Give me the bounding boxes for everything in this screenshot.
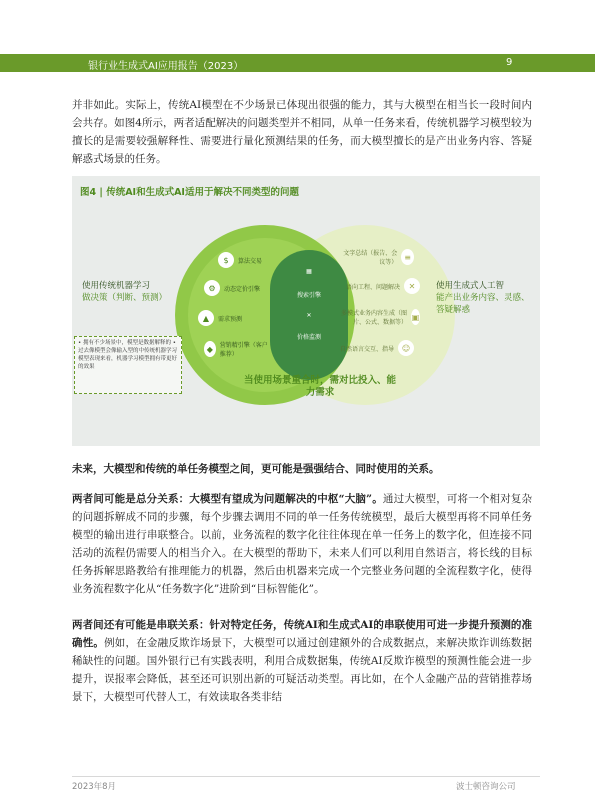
paragraph-serial <box>72 616 532 706</box>
header-bar <box>0 0 595 72</box>
right-item-content-generation <box>340 308 420 326</box>
right-item-label: 自然语言交互、指导 <box>340 345 395 353</box>
left-item-label: 动态定价引擎 <box>224 285 261 293</box>
paragraph-future-text: 未来，大模型和传统的单任务模型之间，更可能是强强结合、同时使用的关系。 <box>72 463 440 475</box>
left-item-demand-forecast <box>198 310 242 326</box>
right-item-problem-solving <box>346 278 420 294</box>
left-label <box>82 280 182 304</box>
image-icon: ▣ <box>411 309 420 325</box>
marketing-icon: ◆ <box>204 341 216 357</box>
paragraph-hierarchy-text: 通过大模型，可将一个相对复杂的问题拆解成不同的步骤，每个步骤去调用不同的单一任务传统模型，最后大模型再将不同单任务模型的输出进行串联整合。以前，业务流程的数字化往往体现在单一任务上的数字化，但连接不同活动的流程仍需要人的相当介入。在大模型的帮助下，未来人们可以利用自然语言，将长线的目标任务拆解思路教给有推理能力的机器，然后由机器来完成一个完整业务问题的全流程数字化，使得业务流程数字化从“任务数字化”进阶到“目标智能化”。 <box>72 493 533 595</box>
right-label-line1: 使用生成式人工智 <box>436 281 505 291</box>
right-label <box>436 280 536 316</box>
right-item-summary <box>340 248 414 266</box>
chip-icon: ▦ <box>306 268 312 275</box>
header-title: 银行业生成式AI应用报告（2023） <box>88 61 244 72</box>
paragraph-intro <box>72 96 532 168</box>
chat-icon: ☺ <box>398 340 414 356</box>
paragraph-future <box>72 460 532 478</box>
pricing-icon: ⚙ <box>204 280 220 296</box>
right-label-line2: 能产出业务内容、灵感、答疑解惑 <box>436 293 530 315</box>
right-item-label: 文字总结（报告、会议等） <box>343 250 398 266</box>
overlap-label: 当使用场景重合时，需对比投入、能力需求 <box>243 375 396 398</box>
page-number: 9 <box>506 57 513 68</box>
left-item-label: 营销精引擎（客户推荐） <box>219 342 268 358</box>
overlap-item-search-engine: 搜索引擎 <box>296 292 321 299</box>
left-item-label: 算法交易 <box>238 257 263 265</box>
left-item-algo-trading <box>218 252 262 268</box>
figure-title: 图4 | 传统AI和生成式AI适用于解决不同类型的问题 <box>80 187 299 198</box>
paragraph-hierarchy <box>72 490 532 598</box>
forecast-icon: ▲ <box>198 310 214 326</box>
paragraph-serial-text: 例如，在金融反欺诈场景下，大模型可以通过创建额外的合成数据点，来解决欺诈训练数据稀缺性的问题。国外银行已有实践表明，利用合成数据集，传统AI反欺诈模型的预测性能会进一步提升，误报率会降低，甚至还可识别出新的可疑活动类型。再比如，在个人金融产品的营销推荐场景下，大模型可代替人工，有效读取各类非结 <box>72 637 533 703</box>
wrench-icon: ✕ <box>404 278 420 294</box>
left-label-line1: 使用传统机器学习 <box>82 281 151 291</box>
tools-icon: ✕ <box>306 312 312 319</box>
document-icon: ≡ <box>401 249 414 265</box>
right-item-label: 语向工程、问题解决 <box>346 283 401 291</box>
paragraph-intro-text: 并非如此。实际上，传统AI模型在不少场景已体现出很强的能力，其与大模型在相当长一段时间内会共存。如图4所示，两者适配解决的问题类型并不相同，从单一任务来看，传统机器学习模型较为擅长的是需要较强解释性、需要进行量化预测结果的任务，而大模型擅长的是产出业务内容、答疑解惑式场景的任务。 <box>72 99 532 165</box>
right-item-nl-interaction <box>340 340 414 356</box>
footer-date: 2023年8月 <box>72 782 117 792</box>
left-item-marketing-engine <box>204 340 268 358</box>
footer-divider <box>72 776 540 777</box>
paragraph-hierarchy-lead: 两者间可能是总分关系：大模型有望成为问题解决的中枢“大脑”。 <box>72 493 383 505</box>
left-note-box: • 拥有不少场景中，模型是数据解释的 • 过去像模型会像输入型的中传统机器学习模型表现来看，机器学习模型拥有带更好的效果 <box>74 336 182 394</box>
footer-org: 波士顿咨询公司 <box>456 782 516 792</box>
left-label-line2: 做决策（判断、预测） <box>82 293 168 303</box>
coin-icon: $ <box>218 252 234 268</box>
paragraph-serial-lead: 两者间还有可能是串联关系：针对特定任务，传统AI和生成式AI的串联使用可进一步提升预测的准确性。 <box>72 619 532 649</box>
left-item-dynamic-pricing <box>204 280 260 296</box>
right-item-label: 多模式业务内容生成（图片、公式、数据等） <box>341 310 408 326</box>
overlap-item-price-monitoring: 价格监测 <box>296 334 321 341</box>
left-item-label: 需求预测 <box>218 315 243 323</box>
